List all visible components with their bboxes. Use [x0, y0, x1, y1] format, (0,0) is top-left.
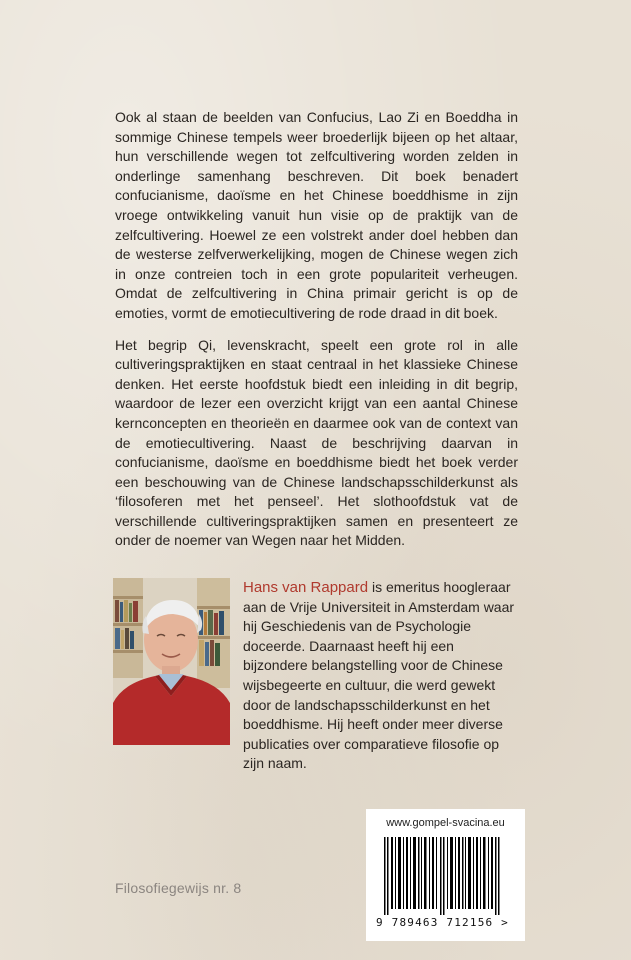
author-bio-text: is emeritus hoogleraar aan de Vrije Universiteit in Amsterdam waar hij Geschiedenis van de Psychologie doceerde. Daarnaast heeft hij een bijzondere belangstelling voor de Chinese wijsbegeerte en cultuur, die werd gewekt door de landschapsschilderkunst en het boeddhisme. Hij heeft onder meer diverse publicaties over comparatieve filosofie op zijn naam. [243, 579, 515, 772]
series-label: Filosofiegewijs nr. 8 [115, 880, 242, 896]
publisher-url: www.gompel-svacina.eu [386, 817, 505, 829]
author-photo [113, 578, 230, 745]
author-bio [243, 578, 521, 774]
blurb-paragraph-1: Ook al staan de beelden van Confucius, Lao Zi en Boeddha in sommige Chinese tempels weer broederlijk bijeen op het altaar, hun verschillende wegen tot zelfcultivering worden zelden in onderlinge samenhang beschreven. Dit boek benadert confucianisme, daoïsme en het Chinese boeddhisme in zijn vroege ontwikkeling vanuit hun visie op de praktijk van de zelfcultivering. Hoewel ze een volstrekt ander doel hebben dan de westerse zelfverwerkelijking, mogen de Chinese wegen zich in onze contreien toch in een grote populariteit verheugen. Omdat de zelfcultivering in China primair gericht is op de emoties, vormt de emotiecultivering de rode draad in dit boek. [115, 109, 518, 321]
isbn-number: 9 789463 712156 > [376, 916, 509, 929]
author-name: Hans van Rappard [243, 579, 369, 596]
blurb-text [115, 108, 518, 563]
blurb-paragraph-2: Het begrip Qi, levenskracht, speelt een grote rol in alle cultiveringspraktijken en staat centraal in het klassieke Chinese denken. Het eerste hoofdstuk biedt een inleiding in dit begrip, waardoor de lezer een overzicht krijgt van een aantal Chinese kernconcepten en theorieën en daarmee ook van de context van de emotiecultivering. Naast de beschrijving daarvan in confucianisme, daoïsme en boeddhisme biedt het boek verder een beschouwing van de Chinese landschapsschilderkunst als ‘filosoferen met het penseel’. Het slothoofdstuk vat de verschillende cultiveringspraktijken samen en presenteert ze onder de noemer van Wegen naar het Midden. [115, 336, 518, 549]
isbn-barcode [376, 837, 515, 915]
barcode-box [366, 809, 525, 941]
